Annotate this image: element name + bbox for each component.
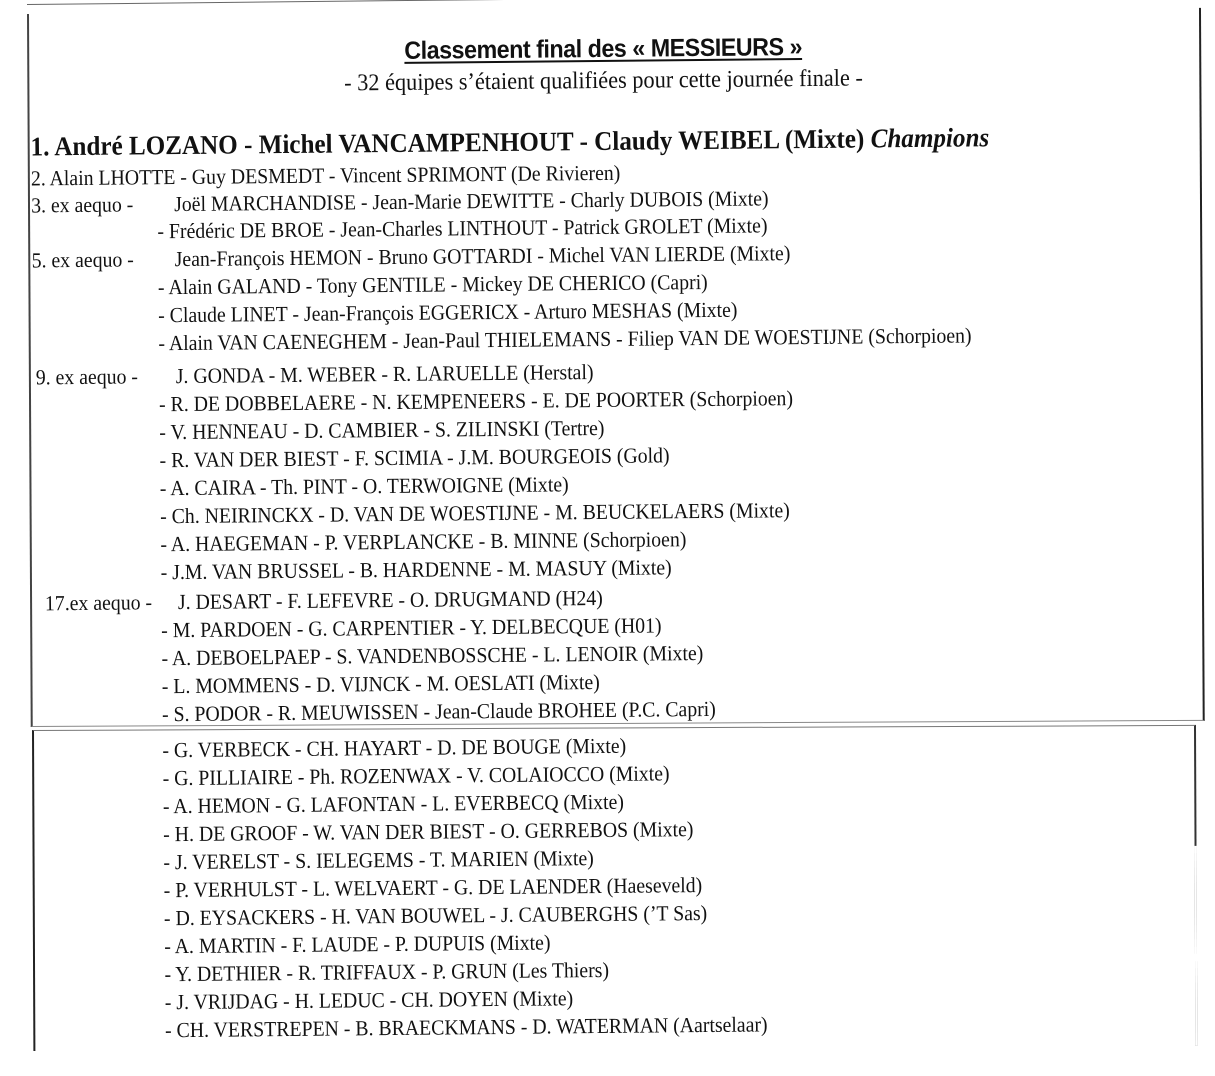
team-entry: - M. PARDOEN - G. CARPENTIER - Y. DELBECQUE (H01): [161, 613, 662, 643]
team-entry: - J. VERELST - S. IELEGEMS - T. MARIEN (Mixte): [163, 846, 594, 875]
team-entry: - G. VERBECK - CH. HAYART - D. DE BOUGE (Mixte): [162, 733, 627, 763]
team-entry: - J. VRIJDAG - H. LEDUC - CH. DOYEN (Mixte): [164, 986, 574, 1015]
team-entry: - J.M. VAN BRUSSEL - B. HARDENNE - M. MASUY (Mixte): [160, 555, 672, 585]
team-entry: - S. PODOR - R. MEUWISSEN - Jean-Claude BROHEE (P.C. Capri): [161, 696, 716, 727]
team-entry: - L. MOMMENS - D. VIJNCK - M. OESLATI (Mixte): [161, 670, 600, 699]
team-entry: - A. HAEGEMAN - P. VERPLANCKE - B. MINNE (Schorpioen): [160, 527, 687, 557]
rank-9-label: 9. ex aequo -: [35, 364, 139, 390]
team-entry: - Claude LINET - Jean-François EGGERICX - Arturo MESHAS (Mixte): [158, 297, 738, 328]
team-entry: - CH. VERSTREPEN - B. BRAECKMANS - D. WATERMAN (Aartselaar): [164, 1012, 768, 1043]
team-entry: - H. DE GROOF - W. VAN DER BIEST - O. GERREBOS (Mixte): [163, 817, 694, 847]
team-entry: - D. EYSACKERS - H. VAN BOUWEL - J. CAUBERGHS (’T Sas): [163, 900, 708, 931]
document-subtitle: - 32 équipes s’étaient qualifiées pour cette journée finale -: [343, 65, 863, 97]
team-entry: - Y. DETHIER - R. TRIFFAUX - P. GRUN (Les Thiers): [164, 957, 610, 987]
team-entry: - R. DE DOBBELAERE - N. KEMPENEERS - E. DE POORTER (Schorpioen): [158, 386, 794, 417]
paper-edge-top: [27, 0, 1197, 5]
rank-2-entry: 2. Alain LHOTTE - Guy DESMEDT - Vincent SPRIMONT (De Rivieren): [30, 160, 621, 191]
team-entry: - Frédéric DE BROE - Jean-Charles LINTHOUT - Patrick GROLET (Mixte): [157, 213, 768, 244]
team-entry: J. DESART - F. LEFEVRE - O. DRUGMAND (H24): [177, 585, 603, 615]
team-entry: - R. VAN DER BIEST - F. SCIMIA - J.M. BOURGEOIS (Gold): [159, 443, 670, 473]
rank-3-label: 3. ex aequo -: [31, 192, 134, 218]
team-entry: - A. HEMON - G. LAFONTAN - L. EVERBECQ (Mixte): [162, 789, 625, 819]
rank-17-label: 17.ex aequo -: [44, 590, 153, 616]
team-entry: - Ch. NEIRINCKX - D. VAN DE WOESTIJNE - M. BEUCKELAERS (Mixte): [160, 498, 790, 529]
champions-team: 1. André LOZANO - Michel VANCAMPENHOUT - Claudy WEIBEL (Mixte): [30, 123, 865, 162]
team-entry: - P. VERHULST - L. WELVAERT - G. DE LAENDER (Haeseveld): [163, 873, 703, 903]
team-entry: J. GONDA - M. WEBER - R. LARUELLE (Herstal): [175, 360, 594, 389]
team-entry: - A. MARTIN - F. LAUDE - P. DUPUIS (Mixte): [164, 930, 551, 959]
team-entry: Joël MARCHANDISE - Jean-Marie DEWITTE - Charly DUBOIS (Mixte): [174, 186, 769, 217]
team-entry: - V. HENNEAU - D. CAMBIER - S. ZILINSKI (Tertre): [159, 415, 605, 445]
team-entry: - A. DEBOELPAEP - S. VANDENBOSSCHE - L. LENOIR (Mixte): [161, 641, 704, 671]
champions-badge: Champions: [870, 122, 990, 154]
rank-5-label: 5. ex aequo -: [31, 247, 134, 273]
team-entry: - Alain VAN CAENEGHEM - Jean-Paul THIELEMANS - Filiep VAN DE WOESTIJNE (Schorpioen): [158, 323, 972, 356]
document-title: Classement final des « MESSIEURS »: [404, 33, 803, 65]
team-entry: - G. PILLIAIRE - Ph. ROZENWAX - V. COLAIOCCO (Mixte): [162, 761, 670, 791]
team-entry: - Alain GALAND - Tony GENTILE - Mickey DE CHERICO (Capri): [157, 269, 708, 300]
team-entry: - A. CAIRA - Th. PINT - O. TERWOIGNE (Mixte): [159, 472, 569, 501]
team-entry: Jean-François HEMON - Bruno GOTTARDI - Michel VAN LIERDE (Mixte): [174, 241, 791, 272]
